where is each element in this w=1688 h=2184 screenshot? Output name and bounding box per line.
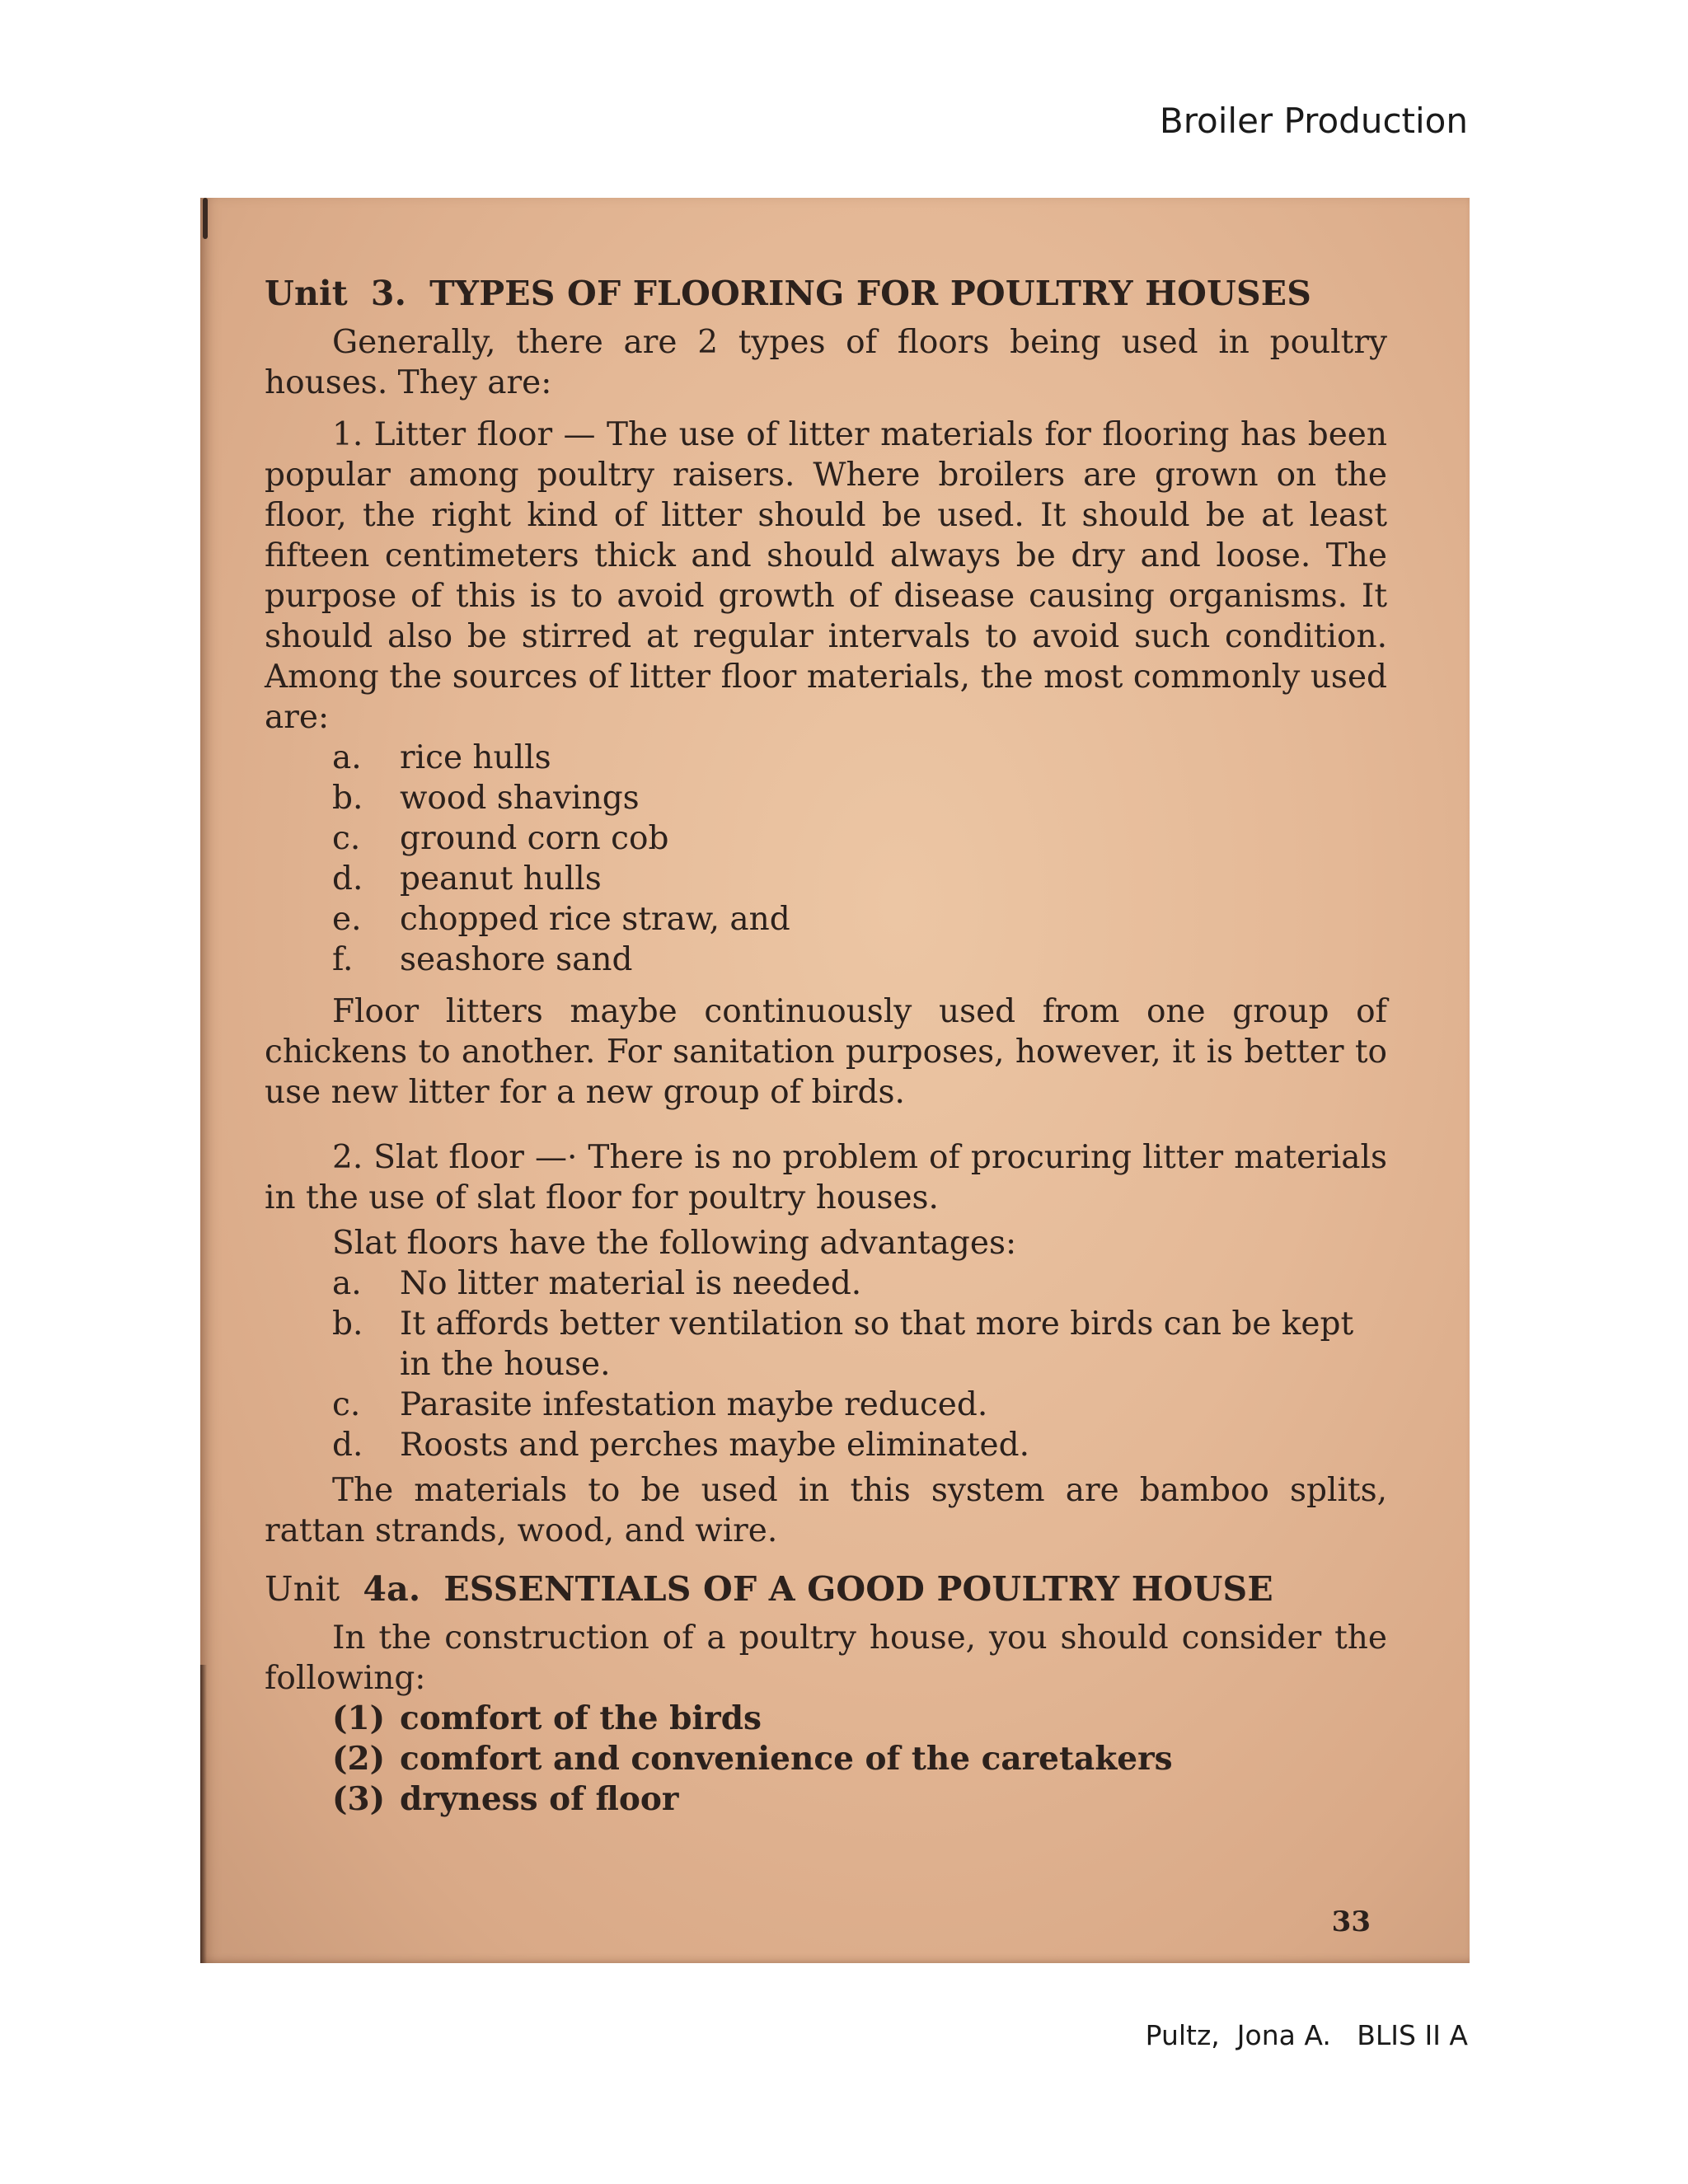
house-essentials-list bbox=[265, 1699, 1387, 1820]
unit3-label: Unit bbox=[265, 274, 348, 313]
running-footer: Pultz, Jona A. BLIS II A bbox=[1145, 2019, 1468, 2051]
page-number: 33 bbox=[1331, 1905, 1371, 1938]
unit3-heading bbox=[265, 274, 1387, 314]
list-item: f. seashore sand bbox=[332, 941, 633, 978]
unit3-number: 3. bbox=[370, 274, 407, 313]
unit4a-title: ESSENTIALS OF A GOOD POULTRY HOUSE bbox=[443, 1569, 1273, 1609]
list-item: e. chopped rice straw, and bbox=[332, 901, 790, 938]
list-item: d. Roosts and perches maybe eliminated. bbox=[332, 1427, 1029, 1464]
list-item: b. wood shavings bbox=[332, 780, 640, 817]
list-item: (3) dryness of floor bbox=[332, 1780, 679, 1818]
list-item: a. No litter material is needed. bbox=[332, 1265, 862, 1302]
list-item: d. peanut hulls bbox=[332, 860, 602, 898]
unit4a-intro: In the construction of a poultry house, you should consider the following: bbox=[265, 1619, 1387, 1697]
page-text bbox=[265, 274, 1387, 1820]
unit4a-label: Unit bbox=[265, 1569, 340, 1609]
running-header: Broiler Production bbox=[1159, 101, 1468, 141]
unit4a-heading bbox=[265, 1569, 1387, 1610]
litter-reuse-paragraph: Floor litters maybe continuously used from one group of chickens to another. For sanitation purposes, however, it is better to use new litter for a new group of birds. bbox=[265, 993, 1387, 1111]
list-item: a. rice hulls bbox=[332, 739, 551, 776]
scanned-book-page bbox=[200, 198, 1470, 1963]
slat-advantages-list bbox=[265, 1263, 1387, 1465]
unit3-title: TYPES OF FLOORING FOR POULTRY HOUSES bbox=[429, 274, 1312, 313]
list-item: c. Parasite infestation maybe reduced. bbox=[332, 1386, 988, 1423]
litter-floor-paragraph: 1. Litter floor — The use of litter materials for flooring has been popular among poultry raisers. Where broilers are grown on the floor, the right kind of litter should be used. It should be at least fifteen centimeters thick and should always be dry and loose. The purpose of this is to avoid growth of disease causing organisms. It should also be stirred at regular intervals to avoid such condition. Among the sources of litter floor materials, the most commonly used are: bbox=[265, 416, 1387, 736]
list-item: (2) comfort and convenience of the caretakers bbox=[332, 1740, 1173, 1778]
list-item: b. It affords better ventilation so that more birds can be kept in the house. bbox=[332, 1305, 1354, 1383]
slat-materials-paragraph: The materials to be used in this system are bamboo splits, rattan strands, wood, and wire. bbox=[265, 1472, 1387, 1549]
slat-advantages-intro: Slat floors have the following advantages: bbox=[332, 1225, 1017, 1262]
list-item: c. ground corn cob bbox=[332, 820, 669, 857]
binding-mark bbox=[203, 198, 208, 239]
litter-materials-list bbox=[265, 738, 1387, 980]
intro-paragraph: Generally, there are 2 types of floors being used in poultry houses. They are: bbox=[265, 324, 1387, 401]
unit4a-number: 4a. bbox=[363, 1569, 421, 1609]
slat-floor-paragraph: 2. Slat floor —· There is no problem of procuring litter materials in the use of slat floor for poultry houses. bbox=[265, 1139, 1387, 1216]
list-item: (1) comfort of the birds bbox=[332, 1699, 762, 1737]
page-edge-shadow bbox=[200, 1665, 207, 1963]
